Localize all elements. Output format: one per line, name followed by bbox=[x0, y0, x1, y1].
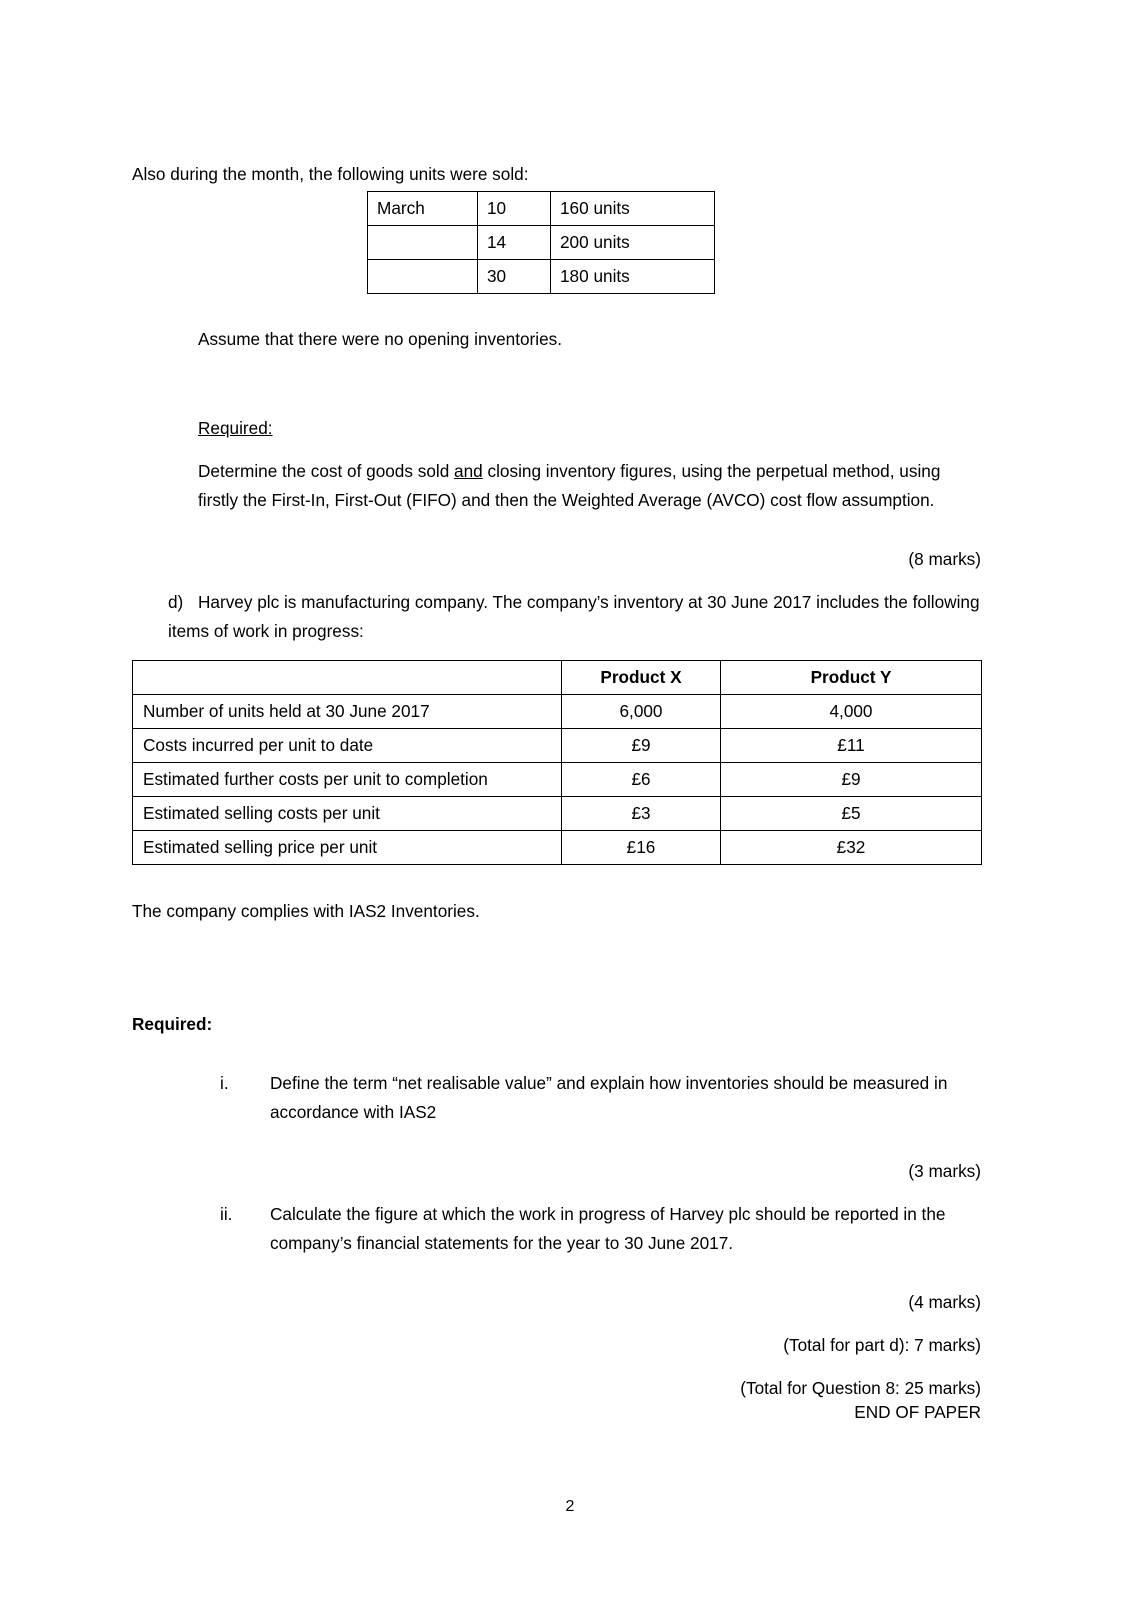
part-d-text: Harvey plc is manufacturing company. The company’s inventory at 30 June 2017 includes the following items of work in progress: bbox=[168, 592, 980, 641]
column-header-product-x: Product X bbox=[562, 661, 721, 695]
column-header-product-y: Product Y bbox=[721, 661, 982, 695]
cell-day: 30 bbox=[478, 260, 551, 294]
list-item-text: Define the term “net realisable value” and explain how inventories should be measured in accordance with IAS2 bbox=[270, 1073, 948, 1122]
table-header-row bbox=[133, 661, 982, 695]
cell-units: 200 units bbox=[551, 226, 715, 260]
work-in-progress-table bbox=[132, 660, 982, 865]
marks-3: (3 marks) bbox=[908, 1161, 981, 1181]
list-item bbox=[220, 1069, 981, 1127]
cell-product-y: £9 bbox=[721, 763, 982, 797]
cell-product-x: £6 bbox=[562, 763, 721, 797]
spacer bbox=[132, 515, 981, 545]
cell-product-y: £11 bbox=[721, 729, 982, 763]
spacer bbox=[132, 986, 981, 1010]
spacer bbox=[132, 354, 981, 414]
cell-product-x: £9 bbox=[562, 729, 721, 763]
compliance-text: The company complies with IAS2 Inventories. bbox=[132, 901, 480, 921]
cell-day: 10 bbox=[478, 192, 551, 226]
required-heading-c bbox=[198, 414, 981, 443]
spacer bbox=[132, 926, 981, 986]
marks-4: (4 marks) bbox=[908, 1292, 981, 1312]
required-c-part2: closing inventory figures, using the perpetual method, using firstly the First-In, First-Out (FIFO) and then the Weighted Average (AVCO) cost flow assumption. bbox=[198, 461, 941, 510]
end-of-paper-label: END OF PAPER bbox=[854, 1402, 981, 1422]
column-header-blank bbox=[133, 661, 562, 695]
units-sold-table bbox=[367, 191, 715, 294]
total-question-8: (Total for Question 8: 25 marks) bbox=[740, 1378, 981, 1398]
table-row bbox=[133, 729, 982, 763]
part-d-paragraph bbox=[168, 588, 981, 646]
row-label: Number of units held at 30 June 2017 bbox=[133, 695, 562, 729]
row-label: Estimated selling price per unit bbox=[133, 831, 562, 865]
part-d-marker: d) bbox=[168, 592, 184, 612]
table-row bbox=[133, 763, 982, 797]
row-label: Estimated selling costs per unit bbox=[133, 797, 562, 831]
cell-product-x: 6,000 bbox=[562, 695, 721, 729]
table-row bbox=[133, 797, 982, 831]
row-label: Estimated further costs per unit to completion bbox=[133, 763, 562, 797]
cell-product-y: £32 bbox=[721, 831, 982, 865]
list-item bbox=[220, 1200, 981, 1258]
cell-units: 160 units bbox=[551, 192, 715, 226]
spacer bbox=[132, 1127, 981, 1157]
row-label: Costs incurred per unit to date bbox=[133, 729, 562, 763]
list-item-marker: i. bbox=[220, 1073, 229, 1093]
list-item-text: Calculate the figure at which the work in progress of Harvey plc should be reported in the company’s financial statements for the year to 30 June 2017. bbox=[270, 1204, 946, 1253]
table-row bbox=[133, 831, 982, 865]
spacer bbox=[132, 443, 981, 457]
cell-product-x: £3 bbox=[562, 797, 721, 831]
units-sold-intro: Also during the month, the following units were sold: bbox=[132, 164, 529, 184]
marks-8: (8 marks) bbox=[908, 549, 981, 569]
required-body-c bbox=[198, 457, 981, 515]
page-number: 2 bbox=[565, 1498, 575, 1515]
required-c-part1: Determine the cost of goods sold bbox=[198, 461, 455, 481]
cell-day: 14 bbox=[478, 226, 551, 260]
table-row bbox=[368, 260, 715, 294]
units-sold-table-wrapper bbox=[367, 191, 657, 294]
required-label-c: Required: bbox=[198, 418, 273, 438]
required-heading-d: Required: bbox=[132, 1014, 213, 1034]
spacer bbox=[132, 1317, 981, 1331]
list-item-marker: ii. bbox=[220, 1204, 233, 1224]
assumption-text: Assume that there were no opening inventories. bbox=[198, 329, 563, 349]
cell-units: 180 units bbox=[551, 260, 715, 294]
spacer bbox=[132, 1360, 981, 1374]
cell-product-y: 4,000 bbox=[721, 695, 982, 729]
spacer bbox=[132, 1186, 981, 1200]
required-c-emphasis: and bbox=[454, 461, 483, 481]
cell-product-x: £16 bbox=[562, 831, 721, 865]
cell-product-y: £5 bbox=[721, 797, 982, 831]
spacer bbox=[132, 1258, 981, 1288]
cell-month bbox=[368, 260, 478, 294]
total-part-d: (Total for part d): 7 marks) bbox=[783, 1335, 981, 1355]
cell-month bbox=[368, 226, 478, 260]
spacer bbox=[132, 311, 981, 325]
spacer bbox=[132, 1039, 981, 1069]
work-in-progress-table-wrapper bbox=[132, 660, 981, 865]
spacer bbox=[132, 574, 981, 588]
table-row bbox=[368, 226, 715, 260]
table-row bbox=[368, 192, 715, 226]
cell-month: March bbox=[368, 192, 478, 226]
table-row bbox=[133, 695, 982, 729]
